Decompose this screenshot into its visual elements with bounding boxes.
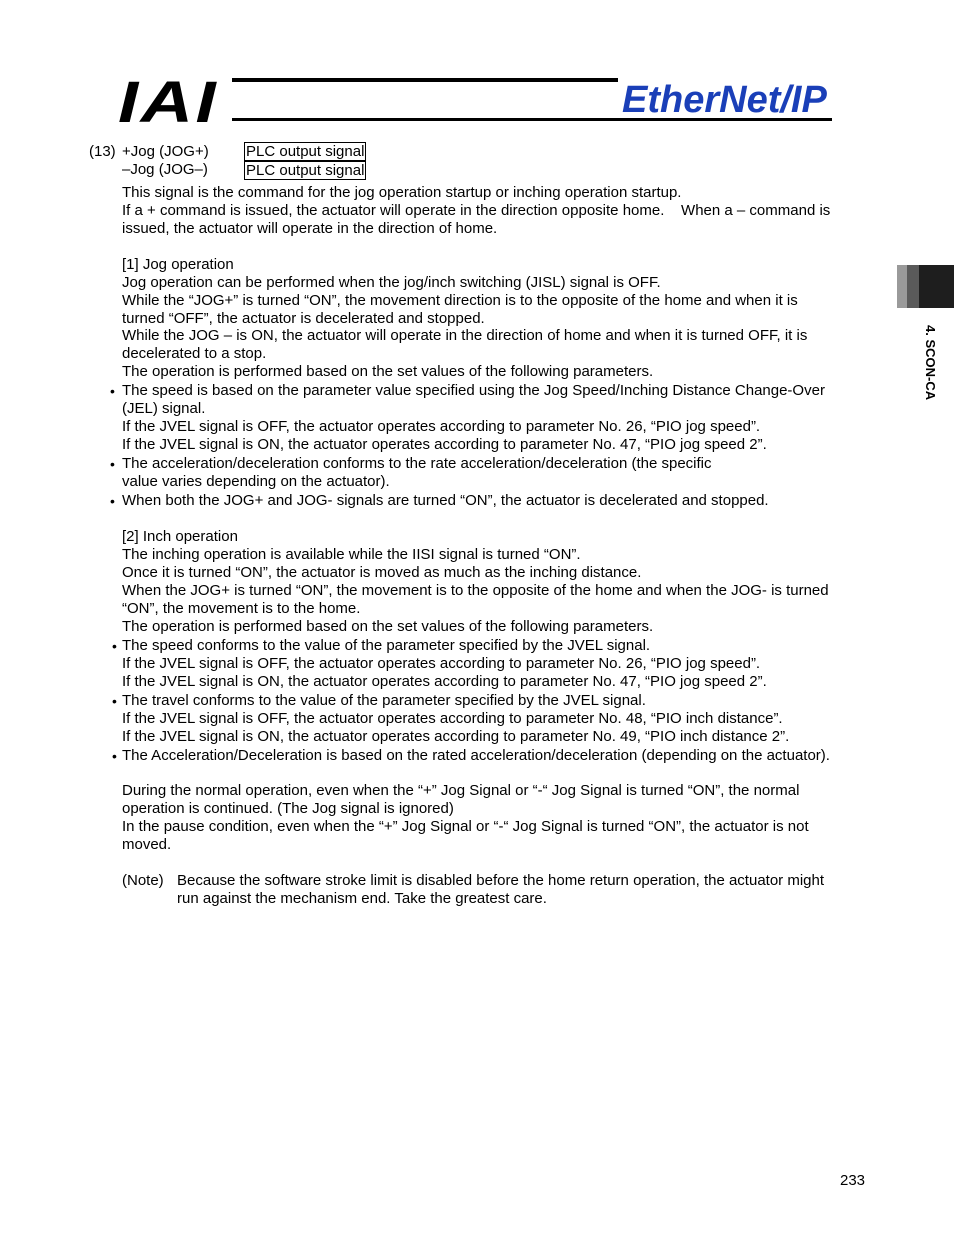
jog-bullet-line: If the JVEL signal is ON, the actuator operates according to parameter No. 47, “PIO jog speed 2”. xyxy=(122,436,767,453)
intro-line: issued, the actuator will operate in the direction of home. xyxy=(122,220,498,237)
inch-bullet-line: If the JVEL signal is OFF, the actuator operates according to parameter No. 26, “PIO jog speed”. xyxy=(122,655,761,672)
normal-op-line: In the pause condition, even when the “+” Jog Signal or “-“ Jog Signal is turned “ON”, the actuator is not xyxy=(122,818,809,835)
side-tab-marker-dark xyxy=(919,265,954,308)
iai-logo: IAI xyxy=(118,70,219,135)
note-line: run against the mechanism end. Take the greatest care. xyxy=(177,890,547,907)
jog-line: While the “JOG+” is turned “ON”, the movement direction is to the opposite of the home and when it is xyxy=(122,292,798,309)
chapter-side-label: 4. SCON-CA xyxy=(923,325,938,401)
jog-line: The operation is performed based on the set values of the following parameters. xyxy=(122,363,654,380)
jog-bullet-line: If the JVEL signal is OFF, the actuator operates according to parameter No. 26, “PIO jog speed”. xyxy=(122,418,761,435)
inch-line: The operation is performed based on the set values of the following parameters. xyxy=(122,618,654,635)
ethernet-ip-logo: EtherNet/IP xyxy=(622,79,827,121)
note-line: Because the software stroke limit is disabled before the home return operation, the actuator might xyxy=(177,872,825,889)
inch-bullet-line: The speed conforms to the value of the parameter specified by the JVEL signal. xyxy=(122,637,651,654)
inch-line: When the JOG+ is turned “ON”, the movement is to the opposite of the home and when the JOG- is turned xyxy=(122,582,829,599)
jog-line: Jog operation can be performed when the jog/inch switching (JISL) signal is OFF. xyxy=(122,274,661,291)
signal-type-badge: PLC output signal xyxy=(246,162,365,179)
signal-jog-minus: –Jog (JOG–) xyxy=(122,161,208,178)
inch-bullet-line: If the JVEL signal is OFF, the actuator operates according to parameter No. 48, “PIO inch distance”. xyxy=(122,710,783,727)
jog-heading: [1] Jog operation xyxy=(122,256,234,273)
bullet-mark: • xyxy=(112,748,117,764)
normal-op-line: operation is continued. (The Jog signal is ignored) xyxy=(122,800,454,817)
inch-line: “ON”, the movement is to the home. xyxy=(122,600,361,617)
side-tab-marker-light xyxy=(897,265,907,308)
section-number: (13) xyxy=(89,143,116,160)
normal-op-line: moved. xyxy=(122,836,172,853)
signal-jog-plus: +Jog (JOG+) xyxy=(122,143,209,160)
jog-bullet-line: (JEL) signal. xyxy=(122,400,206,417)
side-tab-marker-mid xyxy=(907,265,919,308)
signal-type-badge: PLC output signal xyxy=(246,143,365,160)
inch-bullet-line: The travel conforms to the value of the parameter specified by the JVEL signal. xyxy=(122,692,646,709)
inch-bullet-line: If the JVEL signal is ON, the actuator operates according to parameter No. 49, “PIO inch distance 2”. xyxy=(122,728,790,745)
jog-line: While the JOG – is ON, the actuator will operate in the direction of home and when it is turned OFF, it is xyxy=(122,327,808,344)
inch-line: Once it is turned “ON”, the actuator is moved as much as the inching distance. xyxy=(122,564,642,581)
inch-line: The inching operation is available while the IISI signal is turned “ON”. xyxy=(122,546,581,563)
inch-bullet-line: If the JVEL signal is ON, the actuator operates according to parameter No. 47, “PIO jog speed 2”. xyxy=(122,673,767,690)
jog-line: decelerated to a stop. xyxy=(122,345,267,362)
jog-bullet-line: The acceleration/deceleration conforms to the rate acceleration/deceleration (the specific xyxy=(122,455,712,472)
bullet-mark: • xyxy=(112,693,117,709)
jog-line: turned “OFF”, the actuator is decelerated and stopped. xyxy=(122,310,485,327)
logo-rule-top xyxy=(232,78,618,82)
jog-bullet-line: When both the JOG+ and JOG- signals are turned “ON”, the actuator is decelerated and stopped. xyxy=(122,492,769,509)
bullet-mark: • xyxy=(110,493,115,509)
bullet-mark: • xyxy=(110,383,115,399)
normal-op-line: During the normal operation, even when the “+” Jog Signal or “-“ Jog Signal is turned “ON”, the normal xyxy=(122,782,800,799)
bullet-mark: • xyxy=(110,456,115,472)
bullet-mark: • xyxy=(112,638,117,654)
inch-bullet-line: The Acceleration/Deceleration is based on the rated acceleration/deceleration (depending on the actuator). xyxy=(122,747,830,764)
jog-bullet-line: value varies depending on the actuator). xyxy=(122,473,390,490)
note-label: (Note) xyxy=(122,872,164,889)
inch-heading: [2] Inch operation xyxy=(122,528,238,545)
intro-line: This signal is the command for the jog operation startup or inching operation startup. xyxy=(122,184,682,201)
jog-bullet-line: The speed is based on the parameter value specified using the Jog Speed/Inching Distance Change-Over xyxy=(122,382,825,399)
intro-line: If a + command is issued, the actuator will operate in the direction opposite home. When a – command is xyxy=(122,202,831,219)
page-number: 233 xyxy=(840,1172,866,1189)
